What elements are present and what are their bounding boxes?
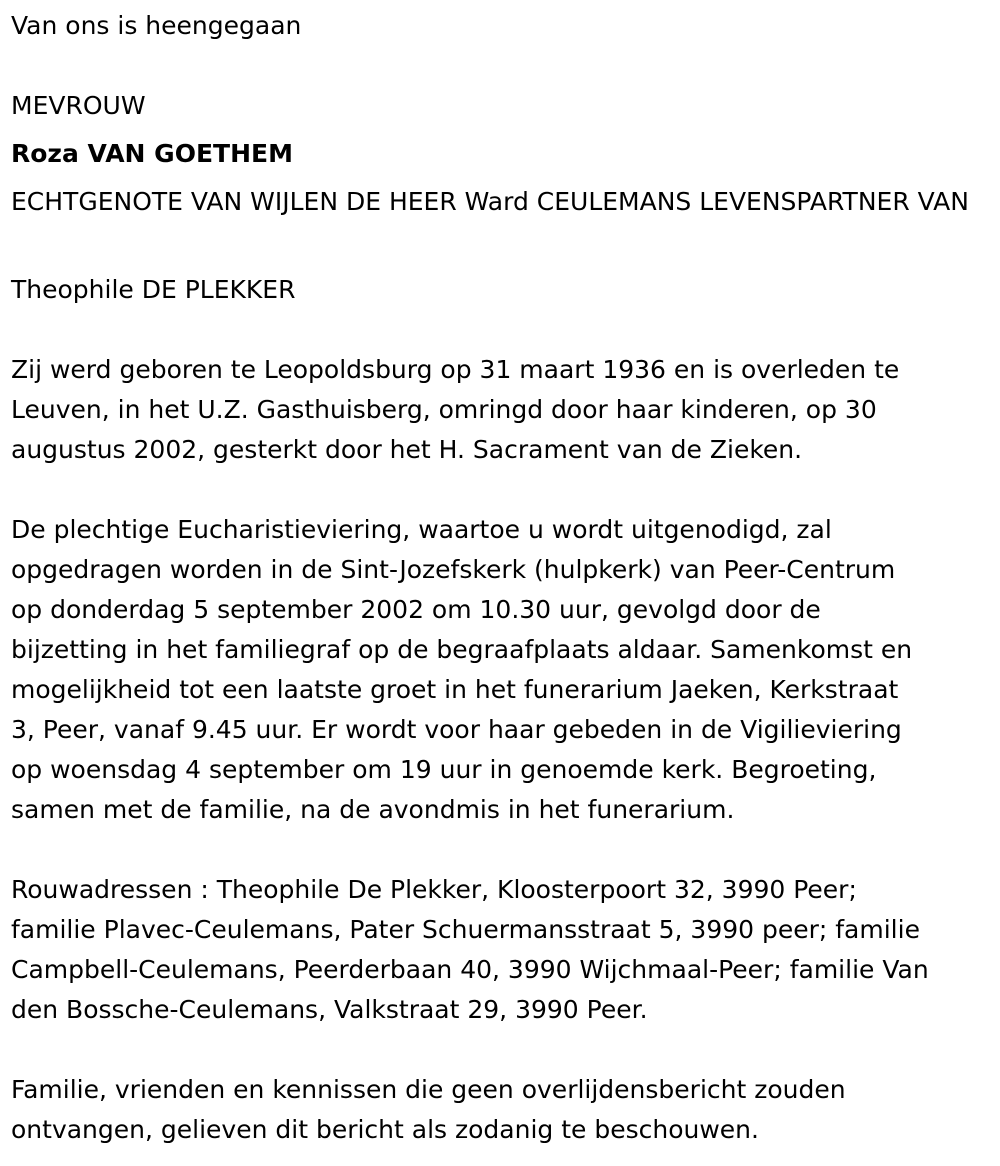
- paragraph-line: samen met de familie, na de avondmis in het funerarium.: [11, 795, 735, 824]
- paragraph-line: bijzetting in het familiegraf op de begraafplaats aldaar. Samenkomst en: [11, 635, 913, 664]
- paragraph-line: op donderdag 5 september 2002 om 10.30 uur, gevolgd door de: [11, 595, 821, 624]
- paragraph-line: 3, Peer, vanaf 9.45 uur. Er wordt voor haar gebeden in de Vigilieviering: [11, 715, 902, 744]
- partner-line: Theophile DE PLEKKER: [11, 275, 296, 304]
- paragraph-line: opgedragen worden in de Sint-Jozefskerk (hulpkerk) van Peer-Centrum: [11, 555, 896, 584]
- birth-death-paragraph: [11, 350, 991, 470]
- paragraph-line: den Bossche-Ceulemans, Valkstraat 29, 3990 Peer.: [11, 995, 648, 1024]
- paragraph-line: Rouwadressen : Theophile De Plekker, Kloosterpoort 32, 3990 Peer;: [11, 875, 857, 904]
- intro-text: Van ons is heengegaan: [11, 11, 302, 40]
- deceased-name: Roza VAN GOETHEM: [11, 139, 293, 168]
- paragraph-line: op woensdag 4 september om 19 uur in genoemde kerk. Begroeting,: [11, 755, 877, 784]
- paragraph-line: Familie, vrienden en kennissen die geen overlijdensbericht zouden: [11, 1075, 846, 1104]
- paragraph-line: familie Plavec-Ceulemans, Pater Schuermansstraat 5, 3990 peer; familie: [11, 915, 920, 944]
- paragraph-line: Leuven, in het U.Z. Gasthuisberg, omringd door haar kinderen, op 30: [11, 395, 877, 424]
- spouse-line: ECHTGENOTE VAN WIJLEN DE HEER Ward CEULEMANS LEVENSPARTNER VAN: [11, 187, 969, 216]
- paragraph-line: De plechtige Eucharistieviering, waartoe u wordt uitgenodigd, zal: [11, 515, 832, 544]
- honorific-title: MEVROUW: [11, 91, 146, 120]
- paragraph-line: Campbell-Ceulemans, Peerderbaan 40, 3990 Wijchmaal-Peer; familie Van: [11, 955, 929, 984]
- paragraph-line: Zij werd geboren te Leopoldsburg op 31 maart 1936 en is overleden te: [11, 355, 900, 384]
- paragraph-line: augustus 2002, gesterkt door het H. Sacrament van de Zieken.: [11, 435, 803, 464]
- paragraph-line: ontvangen, gelieven dit bericht als zodanig te beschouwen.: [11, 1115, 759, 1144]
- addresses-paragraph: [11, 870, 991, 1030]
- ceremony-paragraph: [11, 510, 991, 830]
- paragraph-line: mogelijkheid tot een laatste groet in het funerarium Jaeken, Kerkstraat: [11, 675, 899, 704]
- closing-paragraph: [11, 1070, 991, 1150]
